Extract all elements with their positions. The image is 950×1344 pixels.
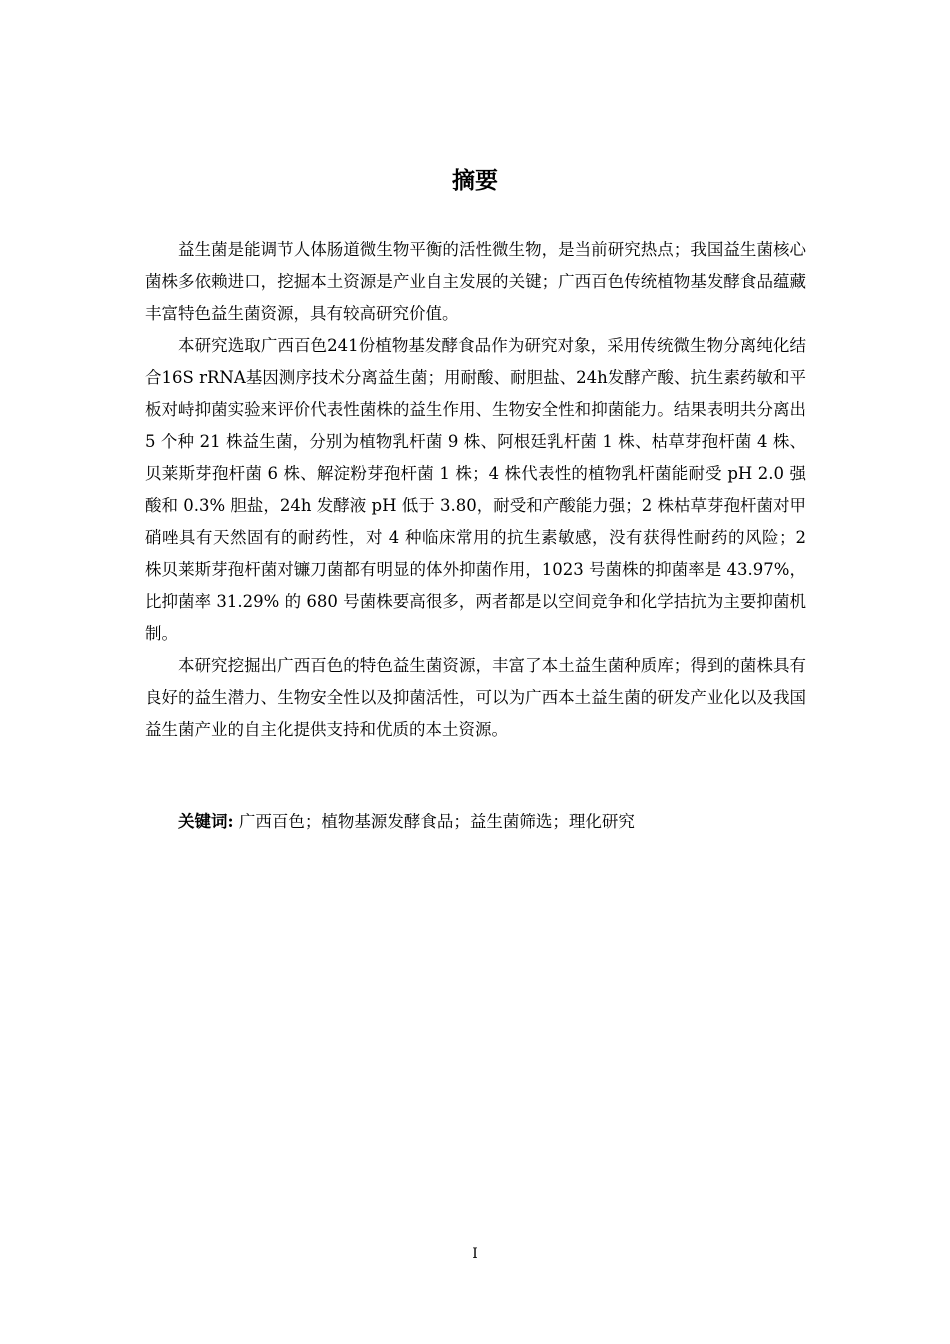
keywords-label: 关键词: — [178, 812, 234, 831]
page-number: I — [472, 1246, 478, 1262]
abstract-body — [145, 234, 806, 746]
abstract-paragraph-3: 本研究挖掘出广西百色的特色益生菌资源，丰富了本土益生菌种质库；得到的菌株具有良好的益生潜力、生物安全性以及抑菌活性，可以为广西本土益生菌的研发产业化以及我国益生菌产业的自主化提供支持和优质的本土资源。 — [145, 656, 806, 739]
keywords-text: 广西百色；植物基源发酵食品；益生菌筛选；理化研究 — [233, 812, 635, 831]
abstract-paragraph-1: 益生菌是能调节人体肠道微生物平衡的活性微生物，是当前研究热点；我国益生菌核心菌株多依赖进口，挖掘本土资源是产业自主发展的关键；广西百色传统植物基发酵食品蕴藏丰富特色益生菌资源，具有较高研究价值。 — [145, 240, 806, 323]
abstract-paragraph-2: 本研究选取广西百色241份植物基发酵食品作为研究对象，采用传统微生物分离纯化结合16S rRNA基因测序技术分离益生菌；用耐酸、耐胆盐、24h发酵产酸、抗生素药敏和平板对峙抑菌实验来评价代表性菌株的益生作用、生物安全性和抑菌能力。结果表明共分离出 5 个种 21 株益生菌，分别为植物乳杆菌 9 株、阿根廷乳杆菌 1 株、枯草芽孢杆菌 4 株、贝莱斯芽孢杆菌 6 株、解淀粉芽孢杆菌 1 株；4 株代表性的植物乳杆菌能耐受 pH 2.0 强酸和 0.3% 胆盐，24h 发酵液 pH 低于 3.80，耐受和产酸能力强；2 株枯草芽孢杆菌对甲硝唑具有天然固有的耐药性，对 4 种临床常用的抗生素敏感，没有获得性耐药的风险；2 株贝莱斯芽孢杆菌对镰刀菌都有明显的体外抑菌作用，1023 号菌株的抑菌率是 43.97%，比抑菌率 31.29% 的 680 号菌株要高很多，两者都是以空间竞争和化学拮抗为主要抑菌机制。 — [145, 336, 806, 643]
abstract-title: 摘要 — [452, 168, 498, 194]
keywords-line — [145, 806, 806, 838]
